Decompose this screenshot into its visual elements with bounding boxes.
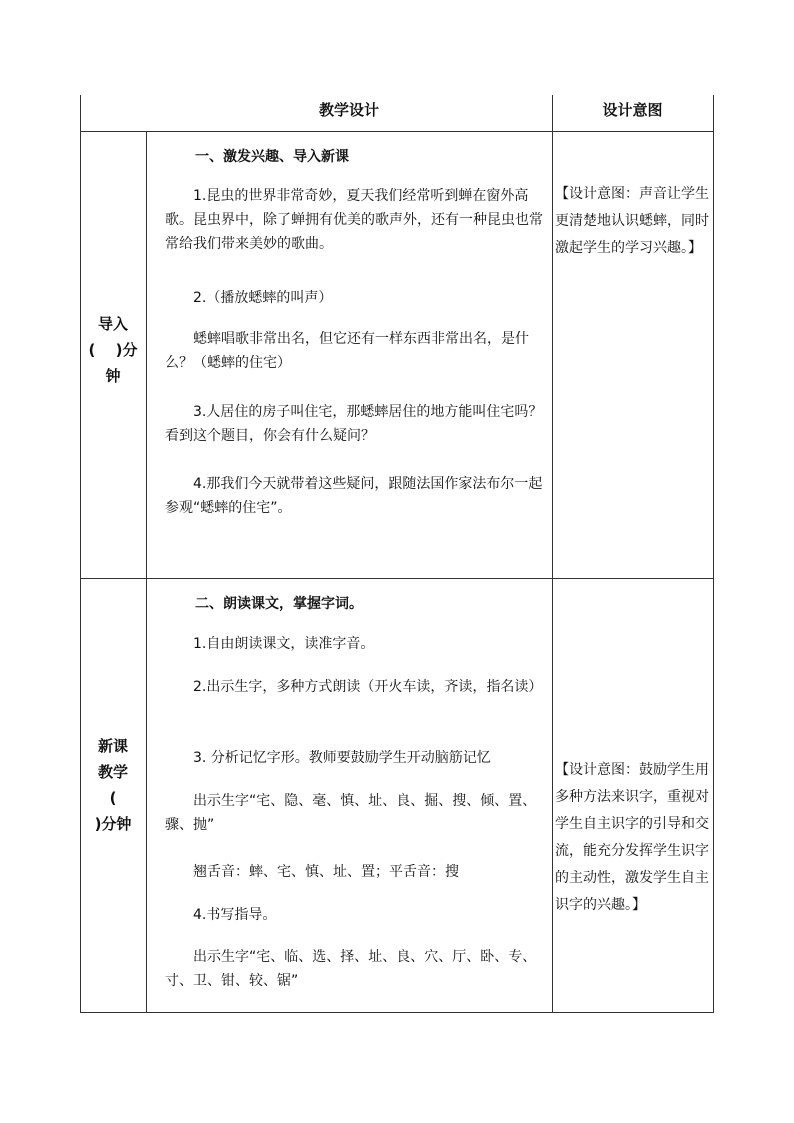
lesson-paragraph: 出示生字“宅、隐、毫、慎、址、良、掘、搜、倾、置、骤、抛” <box>165 793 537 833</box>
stage-label-new-lesson <box>80 733 146 837</box>
lesson-paragraph: 1.昆虫的世界非常奇妙，夏天我们经常听到蝉在窗外高歌。昆虫界中，除了蝉拥有优美的歌声外，还有一种昆虫也常常给我们带来美妙的歌曲。 <box>165 188 543 252</box>
stage-label-line: 钟 <box>105 367 121 385</box>
lesson-paragraph: 翘舌音：蟀、宅、慎、址、置；平舌音：搜 <box>193 864 459 880</box>
stage-label-line: )分钟 <box>94 815 132 833</box>
table-border-top <box>80 131 714 132</box>
table-border-left <box>80 95 81 1013</box>
design-intent-note: 【设计意图：声音让学生更清楚地认识蟋蟀，同时激起学生的学习兴趣。】 <box>555 186 709 256</box>
table-header-design: 教学设计 <box>318 101 379 119</box>
lesson-paragraph: 4.那我们今天就带着这些疑问，跟随法国作家法布尔一起参观“蟋蟀的住宅”。 <box>165 476 543 516</box>
table-row-divider <box>80 578 714 579</box>
lesson-paragraph: 蟋蟀唱歌非常出名，但它还有一样东西非常出名，是什么？（蟋蟀的住宅） <box>165 331 529 371</box>
stage-label-line: 教学 <box>97 763 128 781</box>
stage-label-intro <box>80 311 146 389</box>
lesson-paragraph: 1.自由朗读课文，读准字音。 <box>193 636 375 652</box>
stage-label-line: 导入 <box>97 315 128 333</box>
lesson-paragraph: 2.出示生字，多种方式朗读（开火车读，齐读，指名读） <box>193 679 543 695</box>
stage-label-line: ( )分 <box>88 341 138 359</box>
stage-label-line: 新课 <box>97 737 128 755</box>
stage-label-line: ( <box>109 789 117 807</box>
design-intent-note: 【设计意图：鼓励学生用多种方法来识字，重视对学生自主识字的引导和交流，能充分发挥学生识字的主动性，激发学生自主识字的兴趣。】 <box>555 762 709 913</box>
lesson-paragraph: 2.（播放蟋蟀的叫声） <box>193 290 333 306</box>
table-column-divider <box>146 131 147 1013</box>
section-heading: 二、朗读课文，掌握字词。 <box>195 596 363 612</box>
lesson-paragraph: 4.书写指导。 <box>193 907 277 923</box>
section-heading: 一、激发兴趣、导入新课 <box>195 149 349 165</box>
table-border-bottom <box>80 1012 714 1013</box>
table-header-intent: 设计意图 <box>602 101 663 119</box>
lesson-paragraph: 3.人居住的房子叫住宅，那蟋蟀居住的地方能叫住宅吗？看到这个题目，你会有什么疑问？ <box>165 404 543 444</box>
lesson-paragraph: 3. 分析记忆字形。教师要鼓励学生开动脑筋记忆 <box>193 750 491 766</box>
lesson-paragraph: 出示生字“宅、临、选、择、址、良、穴、厅、卧、专、寸、卫、钳、较、锯” <box>165 949 537 989</box>
